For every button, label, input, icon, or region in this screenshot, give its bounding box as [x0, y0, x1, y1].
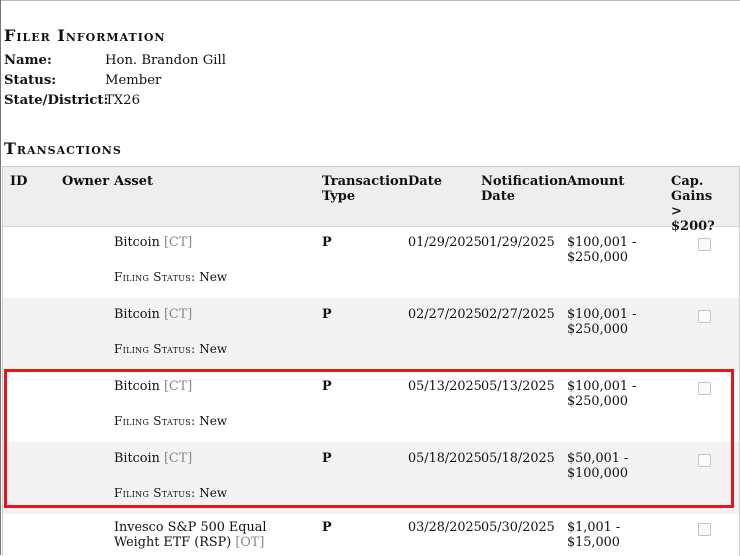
header-date: Date — [408, 174, 442, 189]
filing-status — [114, 414, 227, 429]
cap-gains-checkbox[interactable] — [698, 454, 711, 467]
filing-status-value: New — [199, 342, 228, 356]
filer-status-value: Member — [105, 73, 162, 88]
asset-cell — [114, 235, 192, 250]
asset-cell — [114, 379, 192, 394]
date-cell: 05/18/2025 — [408, 451, 482, 466]
top-rule — [0, 0, 740, 1]
table-row — [3, 370, 739, 442]
amount-cell: $50,001 - $100,000 — [567, 451, 629, 481]
filing-status-label: Filing Status: — [114, 270, 196, 284]
transaction-type-cell: P — [322, 379, 332, 394]
filer-district-value: TX26 — [105, 93, 140, 108]
cap-gains-checkbox[interactable] — [698, 523, 711, 536]
filing-status — [114, 270, 227, 285]
filer-district-row — [4, 92, 140, 110]
asset-cell — [114, 520, 314, 550]
header-cap-gains: Cap. Gains > $200? — [671, 174, 715, 234]
filer-information-heading: Filer Information — [4, 26, 166, 45]
asset-type-tag: [CT] — [163, 379, 193, 394]
header-notification-date: Notification Date — [481, 174, 568, 204]
asset-name: Bitcoin — [114, 451, 160, 466]
left-rule — [0, 0, 1, 555]
filing-status-value: New — [199, 486, 228, 500]
notification-date-cell: 05/18/2025 — [481, 451, 555, 466]
amount-cell: $100,001 - $250,000 — [567, 379, 637, 409]
table-row — [3, 442, 739, 514]
filing-status-label: Filing Status: — [114, 414, 196, 428]
transactions-table — [2, 166, 740, 556]
date-cell: 03/28/2025 — [408, 520, 482, 535]
filing-status-label: Filing Status: — [114, 486, 196, 500]
filing-status — [114, 342, 227, 357]
asset-type-tag: [CT] — [163, 451, 193, 466]
transaction-type-cell: P — [322, 451, 332, 466]
asset-type-tag: [CT] — [163, 235, 193, 250]
transaction-type-cell: P — [322, 307, 332, 322]
transaction-type-cell: P — [322, 520, 332, 535]
amount-cell: $1,001 - $15,000 — [567, 520, 621, 550]
filer-district-label: State/District: — [4, 93, 109, 108]
filer-status-row — [4, 72, 161, 90]
table-row — [3, 226, 739, 298]
header-amount: Amount — [567, 174, 625, 189]
date-cell: 05/13/2025 — [408, 379, 482, 394]
header-asset: Asset — [114, 174, 153, 189]
header-id: ID — [10, 174, 28, 189]
table-row — [3, 514, 739, 556]
asset-name: Bitcoin — [114, 235, 160, 250]
transaction-type-cell: P — [322, 235, 332, 250]
filing-status-label: Filing Status: — [114, 342, 196, 356]
filer-status-label: Status: — [4, 73, 57, 88]
notification-date-cell: 05/13/2025 — [481, 379, 555, 394]
cap-gains-checkbox[interactable] — [698, 238, 711, 251]
filer-name-row — [4, 52, 226, 70]
asset-name: Invesco S&P 500 Equal Weight ETF (RSP) — [114, 520, 267, 550]
filer-name-label: Name: — [4, 53, 52, 68]
asset-type-tag: [OT] — [235, 535, 265, 550]
cap-gains-checkbox[interactable] — [698, 382, 711, 395]
filer-name-value: Hon. Brandon Gill — [105, 53, 226, 68]
table-row — [3, 298, 739, 370]
transactions-heading: Transactions — [4, 139, 122, 158]
filing-status — [114, 486, 227, 501]
table-header — [3, 167, 739, 234]
cap-gains-checkbox[interactable] — [698, 310, 711, 323]
header-transaction-type: Transaction Type — [322, 174, 409, 204]
asset-name: Bitcoin — [114, 379, 160, 394]
header-owner: Owner — [62, 174, 110, 189]
asset-cell — [114, 451, 192, 466]
amount-cell: $100,001 - $250,000 — [567, 235, 637, 265]
asset-name: Bitcoin — [114, 307, 160, 322]
notification-date-cell: 01/29/2025 — [481, 235, 555, 250]
notification-date-cell: 02/27/2025 — [481, 307, 555, 322]
filing-status-value: New — [199, 270, 228, 284]
filing-status-value: New — [199, 414, 228, 428]
amount-cell: $100,001 - $250,000 — [567, 307, 637, 337]
date-cell: 02/27/2025 — [408, 307, 482, 322]
notification-date-cell: 05/30/2025 — [481, 520, 555, 535]
asset-type-tag: [CT] — [163, 307, 193, 322]
date-cell: 01/29/2025 — [408, 235, 482, 250]
asset-cell — [114, 307, 192, 322]
